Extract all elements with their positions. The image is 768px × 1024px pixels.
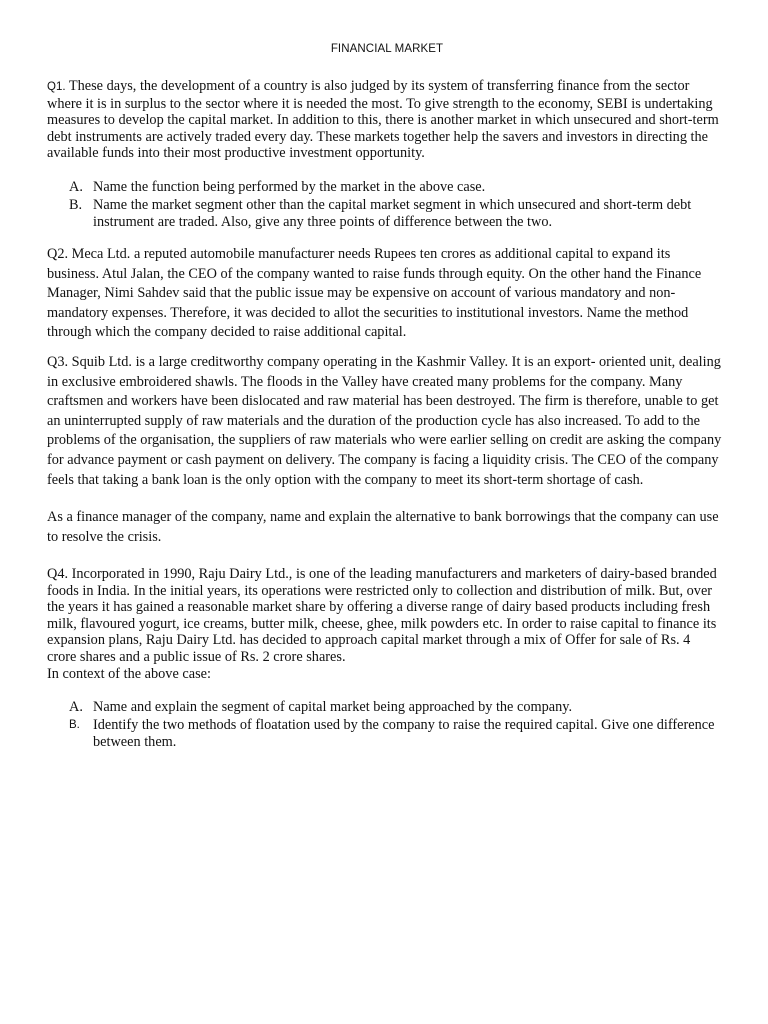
question-1-text bbox=[47, 78, 723, 162]
question-4-subquestions bbox=[47, 699, 723, 752]
question-1-label: Q1. bbox=[47, 81, 66, 93]
list-item-text: Identify the two methods of floatation used by the company to raise the required capital. Give one difference between them. bbox=[93, 716, 715, 751]
document-page bbox=[47, 0, 727, 1024]
question-4-context: In context of the above case: bbox=[47, 666, 211, 682]
question-3-followup: As a finance manager of the company, name and explain the alternative to bank borrowings that the company can use to resolve the crisis. bbox=[47, 509, 719, 545]
question-1-body: These days, the development of a country is also judged by its system of transferring finance from the sector where it is in surplus to the sector where it is needed the most. To give strength to the economy, SEBI is undertaking measures to develop the capital market. In addition to this, there is another market in which unsecured and short-term debt instruments are actively traded every day. These markets together help the savers and investors in directing the available funds into their most productive investment opportunity. bbox=[47, 78, 719, 162]
list-marker: A. bbox=[69, 699, 83, 715]
question-4-text: Q4. Incorporated in 1990, Raju Dairy Ltd., is one of the leading manufacturers and marketers of dairy-based branded foods in India. In the initial years, its operations were restricted only to collection and distribution of milk. But, over the years it has gained a reasonable market share by offering a diverse range of dairy based products including fresh milk, flavoured yogurt, ice creams, butter milk, cheese, ghee, milk powders etc. In order to raise capital to finance its expansion plans, Raju Dairy Ltd. has decided to approach capital market through a mix of Offer for sale of Rs. 4 crore shares and a public issue of Rs. 2 crore shares. bbox=[47, 566, 717, 665]
list-marker: A. bbox=[69, 179, 83, 195]
list-item bbox=[47, 179, 723, 197]
question-1-subquestions bbox=[47, 179, 723, 232]
question-3-text: Q3. Squib Ltd. is a large creditworthy company operating in the Kashmir Valley. It is an export- oriented unit, dealing in exclusive embroidered shawls. The floods in the Valley have created many problems for the company. Many craftsmen and workers have been dislocated and raw material has been destroyed. The firm is therefore, unable to get an uninterrupted supply of raw materials and the duration of the production cycle has also increased. To add to the problems of the organisation, the suppliers of raw materials who were earlier selling on credit are asking the company for advance payment or cash payment on delivery. The company is facing a liquidity crisis. The CEO of the company feels that taking a bank loan is the only option with the company to meet its short-term shortage of cash. bbox=[47, 354, 722, 488]
list-marker: B. bbox=[69, 196, 83, 213]
list-item-text: Name the function being performed by the market in the above case. bbox=[93, 179, 486, 195]
list-item bbox=[47, 197, 723, 232]
question-2-text: Q2. Meca Ltd. a reputed automobile manufacturer needs Rupees ten crores as additional capital to expand its business. Atul Jalan, the CEO of the company wanted to raise funds through equity. On the other hand the Finance Manager, Nimi Sahdev said that the public issue may be expensive on account of various mandatory and non-mandatory expenses. Therefore, it was decided to allot the securities to institutional investors. Name the method through which the company decided to raise additional capital. bbox=[47, 246, 702, 341]
list-item bbox=[47, 717, 723, 752]
document-title: FINANCIAL MARKET bbox=[330, 43, 444, 55]
list-item bbox=[47, 699, 723, 717]
list-item-text: Name the market segment other than the capital market segment in which unsecured and short-term debt instrument are traded. Also, give any three points of difference between the two. bbox=[93, 196, 692, 231]
list-item-text: Name and explain the segment of capital market being approached by the company. bbox=[93, 699, 573, 715]
list-marker: B. bbox=[69, 718, 80, 731]
